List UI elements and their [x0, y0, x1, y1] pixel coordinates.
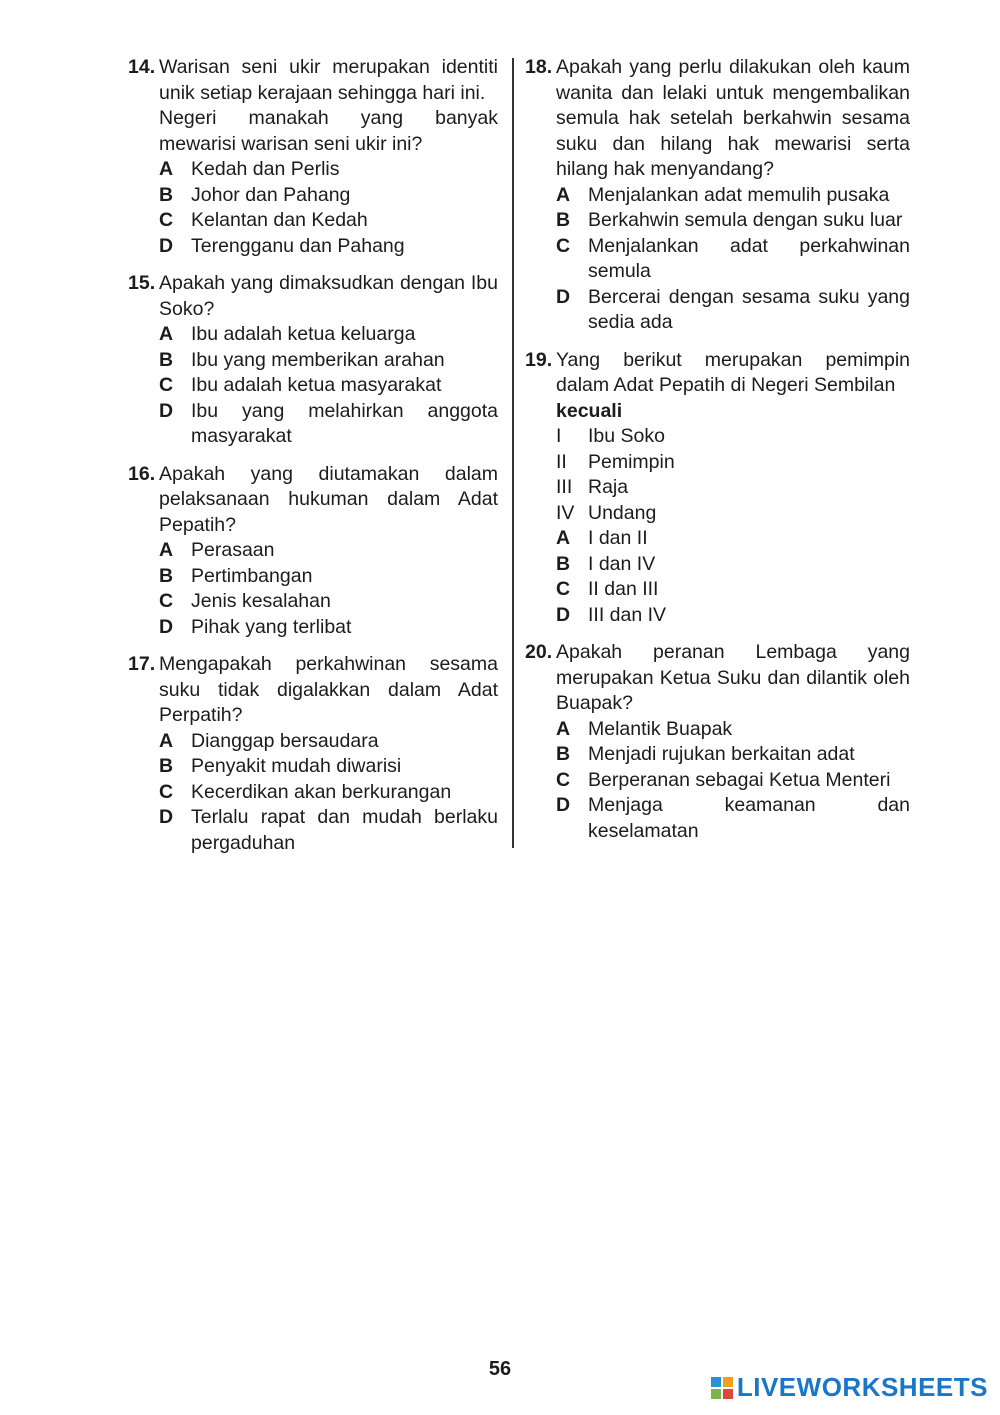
- option-text: Melantik Buapak: [588, 717, 733, 740]
- question-18: [525, 55, 910, 336]
- option-letter: D: [159, 399, 174, 422]
- question-number: 19.: [525, 348, 553, 371]
- right-column: [525, 55, 910, 856]
- option-text: Johor dan Pahang: [191, 183, 351, 206]
- question-stem: [128, 271, 498, 322]
- option-letter: A: [556, 183, 571, 206]
- option-text: II dan III: [588, 578, 659, 600]
- liveworksheets-logo-icon: [711, 1377, 733, 1399]
- option-text: Ibu adalah ketua masyarakat: [191, 374, 442, 396]
- option-text: Menjaga keamanan dan keselamatan: [588, 794, 910, 842]
- option-text: Terengganu dan Pahang: [191, 234, 405, 257]
- question-stem: [525, 640, 910, 717]
- option-text: Kedah dan Perlis: [191, 158, 340, 180]
- question-stem: [128, 462, 498, 539]
- option-letter: D: [556, 285, 571, 308]
- option-letter: B: [159, 755, 174, 777]
- option-a[interactable]: [159, 157, 498, 183]
- logo-square: [723, 1389, 733, 1399]
- question-text-paragraph: Negeri manakah yang banyak mewarisi warisan seni ukir ini?: [159, 107, 498, 155]
- question-stem: [128, 652, 498, 729]
- option-letter: B: [159, 348, 174, 371]
- option-text: Jenis kesalahan: [191, 590, 331, 612]
- liveworksheets-brand: [711, 1372, 988, 1403]
- option-text: Dianggap bersaudara: [191, 729, 379, 752]
- option-b[interactable]: [159, 754, 498, 780]
- option-letter: B: [556, 209, 571, 231]
- statement-numeral: IV: [556, 501, 575, 524]
- option-text: Berkahwin semula dengan suku luar: [588, 209, 903, 231]
- option-text: Penyakit mudah diwarisi: [191, 755, 402, 777]
- question-number: 15.: [128, 272, 156, 294]
- question-stem: [128, 55, 498, 157]
- statement-text: Raja: [588, 476, 629, 498]
- question-number: 17.: [128, 653, 156, 675]
- question-text: [159, 462, 498, 539]
- option-c[interactable]: [556, 234, 910, 285]
- option-letter: A: [556, 717, 571, 740]
- option-letter: B: [556, 743, 571, 765]
- question-number: 16.: [128, 462, 156, 485]
- option-letter: A: [159, 729, 174, 752]
- option-letter: D: [159, 615, 174, 638]
- logo-square: [711, 1377, 721, 1387]
- logo-square: [723, 1377, 733, 1387]
- option-text: Kecerdikan akan berkurangan: [191, 780, 452, 803]
- option-text: Menjalankan adat perkahwinan semula: [588, 234, 910, 282]
- statement-numeral: II: [556, 450, 567, 473]
- option-b[interactable]: [556, 552, 910, 578]
- question-text-paragraph: Apakah yang dimaksudkan dengan Ibu Soko?: [159, 272, 498, 320]
- statement-i: [556, 424, 910, 450]
- option-d[interactable]: [159, 399, 498, 450]
- option-text: Ibu yang memberikan arahan: [191, 348, 445, 371]
- option-a[interactable]: [159, 729, 498, 755]
- option-text: Terlalu rapat dan mudah berlaku pergaduhan: [191, 806, 498, 854]
- option-c[interactable]: [556, 577, 910, 603]
- option-text: Bercerai dengan sesama suku yang sedia ada: [588, 285, 910, 333]
- question-number: 20.: [525, 641, 553, 663]
- option-a[interactable]: [556, 183, 910, 209]
- option-c[interactable]: [159, 589, 498, 615]
- option-letter: D: [556, 603, 571, 626]
- option-letter: D: [159, 806, 174, 828]
- option-text: Menjadi rujukan berkaitan adat: [588, 743, 855, 765]
- question-text: Apakah peranan Lembaga yang merupakan Ketua Suku dan dilantik oleh Buapak?: [556, 641, 910, 714]
- option-letter: B: [556, 552, 571, 575]
- column-divider: [512, 58, 514, 848]
- option-text: Ibu adalah ketua keluarga: [191, 323, 416, 345]
- question-stem: [525, 55, 910, 183]
- question-text-paragraph: Mengapakah perkahwinan sesama suku tidak digalakkan dalam Adat Perpatih?: [159, 653, 498, 726]
- option-a[interactable]: [556, 526, 910, 552]
- option-d[interactable]: [159, 615, 498, 641]
- option-b[interactable]: [159, 564, 498, 590]
- brand-text: LIVEWORKSHEETS: [736, 1372, 988, 1402]
- option-letter: D: [556, 794, 571, 816]
- option-a[interactable]: [556, 717, 910, 743]
- option-letter: D: [159, 234, 174, 257]
- option-c[interactable]: [159, 208, 498, 234]
- question-stem: [525, 348, 910, 425]
- statement-text: Undang: [588, 501, 657, 524]
- statement-numeral: I: [556, 425, 562, 447]
- option-d[interactable]: [556, 285, 910, 336]
- statement-ii: [556, 450, 910, 476]
- option-d[interactable]: [159, 234, 498, 260]
- page-number: 56: [488, 1358, 512, 1380]
- question-16: [128, 462, 498, 641]
- option-a[interactable]: [159, 538, 498, 564]
- option-letter: A: [556, 527, 571, 549]
- question-text: [556, 348, 910, 425]
- option-text: Berperanan sebagai Ketua Menteri: [588, 768, 891, 791]
- question-text-paragraph: Apakah yang diutamakan dalam pelaksanaan hukuman dalam Adat Pepatih?: [159, 462, 498, 536]
- option-b[interactable]: [556, 208, 910, 234]
- option-c[interactable]: [159, 780, 498, 806]
- option-c[interactable]: [556, 768, 910, 794]
- question-text: [159, 271, 498, 322]
- option-d[interactable]: [556, 793, 910, 844]
- statement-iv: [556, 501, 910, 527]
- option-letter: C: [159, 590, 174, 612]
- option-letter: C: [159, 209, 174, 231]
- question-number: 18.: [525, 56, 553, 78]
- kecuali-keyword: kecuali: [556, 399, 623, 422]
- option-letter: B: [159, 183, 174, 206]
- option-text: Perasaan: [191, 539, 275, 561]
- option-text: Kelantan dan Kedah: [191, 209, 368, 231]
- option-letter: C: [556, 768, 571, 791]
- option-b[interactable]: [159, 348, 498, 374]
- option-text: I dan IV: [588, 552, 656, 575]
- option-letter: A: [159, 158, 174, 180]
- question-15: [128, 271, 498, 450]
- question-text-main: Yang berikut merupakan pemimpin dalam Adat Pepatih di Negeri Sembilan: [556, 348, 910, 396]
- left-column: [128, 55, 498, 868]
- question-text: [159, 652, 498, 729]
- option-letter: A: [159, 323, 174, 345]
- question-text: [159, 55, 498, 157]
- question-text-paragraph: Warisan seni ukir merupakan identiti unik setiap kerajaan sehingga hari ini.: [159, 56, 498, 104]
- option-b[interactable]: [556, 742, 910, 768]
- option-c[interactable]: [159, 373, 498, 399]
- option-a[interactable]: [159, 322, 498, 348]
- option-letter: C: [556, 578, 571, 600]
- question-20: [525, 640, 910, 844]
- option-text: Menjalankan adat memulih pusaka: [588, 183, 890, 206]
- statement-iii: [556, 475, 910, 501]
- option-d[interactable]: [159, 805, 498, 856]
- option-b[interactable]: [159, 183, 498, 209]
- question-text: Apakah yang perlu dilakukan oleh kaum wanita dan lelaki untuk mengembalikan semula hak setelah berkahwin sesama suku dan hilang hak mewarisi serta hilang hak menyandang?: [556, 56, 910, 180]
- option-text: I dan II: [588, 527, 648, 549]
- question-14: [128, 55, 498, 259]
- statement-numeral: III: [556, 476, 573, 498]
- option-letter: C: [556, 234, 571, 257]
- option-text: Pihak yang terlibat: [191, 615, 352, 638]
- question-19: [525, 348, 910, 629]
- option-text: Pertimbangan: [191, 564, 313, 587]
- option-letter: C: [159, 780, 174, 803]
- option-letter: C: [159, 374, 174, 396]
- option-letter: B: [159, 564, 174, 587]
- question-number: 14.: [128, 56, 156, 78]
- option-text: III dan IV: [588, 603, 667, 626]
- option-letter: A: [159, 539, 174, 561]
- logo-square: [711, 1389, 721, 1399]
- option-text: Ibu yang melahirkan anggota masyarakat: [191, 399, 498, 447]
- option-d[interactable]: [556, 603, 910, 629]
- statement-text: Pemimpin: [588, 450, 675, 473]
- question-17: [128, 652, 498, 856]
- statement-text: Ibu Soko: [588, 425, 665, 447]
